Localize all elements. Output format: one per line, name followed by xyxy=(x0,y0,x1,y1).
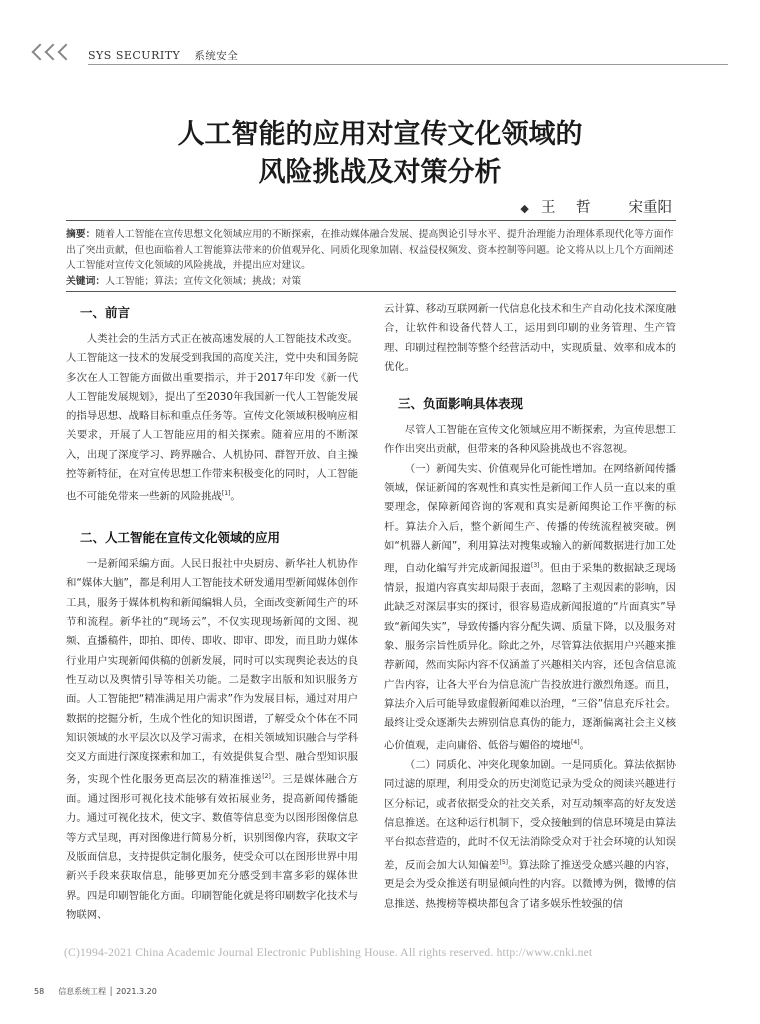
keywords-text: 人工智能；算法；宣传文化领域；挑战；对策 xyxy=(105,275,302,287)
citation: [4] xyxy=(571,739,580,747)
citation: [1] xyxy=(221,490,231,498)
authors xyxy=(520,196,672,217)
keywords-label: 关键词： xyxy=(66,275,106,287)
section-label-cn: 系统安全 xyxy=(194,50,239,62)
paragraph: 人类社会的生活方式正在被高速发展的人工智能技术改变。人工智能这一技术的发展受到我国的高度关注，党中央和国务院多次在人工智能方面做出重要指示，并于2017年印发《新一代人工智能发展规划》，提出了至2030年我国新一代人工智能发展的指导思想、战略目标和重点任务等。宣传文化领域积极响应相关要求，开展了人工智能应用的相关探索。随着应用的不断深入，出现了深度学习、跨界融合、人机协同、群智开放、自主操控等新特征，在对宣传思想工作带来积极变化的同时，人工智能也不可能免带来一些新的风险挑战[1]。 xyxy=(66,333,358,503)
header-rule xyxy=(88,64,728,65)
page-header xyxy=(34,44,724,68)
chevron-decoration-icon xyxy=(34,46,73,58)
section-heading-1: 一、前言 xyxy=(80,305,131,320)
title-line-1: 人工智能的应用对宣传文化领域的 xyxy=(177,119,583,150)
title-line-2: 风险挑战及对策分析 xyxy=(258,157,502,188)
left-column xyxy=(66,300,358,925)
abstract xyxy=(66,220,676,292)
section-heading-2: 二、人工智能在宣传文化领域的应用 xyxy=(80,530,281,546)
paragraph: （一）新闻失实、价值观异化可能性增加。在网络新闻传播领域，保证新闻的客观性和真实性是新闻工作人员一直以来的重要理念，保障新闻咨询的客观和真实是新闻舆论工作平衡的标杆。算法介入后，整个新闻生产、传播的传统流程被突破。例如“机器人新闻”，利用算法对搜集或输入的新闻数据进行加工处理，自动化编写并完成新闻报道[3]。但由于采集的数据缺乏现场情景，报道内容真实却局限于表面，忽略了主观因素的影响，因此缺乏对深层事实的探讨，很容易造成新闻报道的“片面真实”导致“新闻失实”，导致传播内容分配失调、质量下降，以及服务对象、服务宗旨性质异化。除此之外，尽管算法依据用户兴趣来推荐新闻，然而实际内容不仅涵盖了兴趣相关内容，还包含信息流广告内容，让各大平台为信息流广告投放进行激烈角逐。而且，算法介入后可能导致虚假新闻难以治理，“三俗”信息充斥社会。最终让受众逐渐失去辨别信息真伪的能力，逐渐偏离社会主义核心价值观，走向庸俗、低俗与媚俗的境地[4]。 xyxy=(384,462,676,752)
citation: [5] xyxy=(499,858,508,866)
diamond-icon: ◆ xyxy=(520,202,529,215)
citation: [2] xyxy=(262,773,271,781)
watermark: (C)1994-2021 China Academic Journal Electronic Publishing House. All rights reserved. http://www.cnki.net xyxy=(64,946,593,959)
author-2: 宋重阳 xyxy=(628,200,672,216)
author-1: 王 哲 xyxy=(540,200,599,216)
article-title xyxy=(0,116,760,192)
abstract-text: 随着人工智能在宣传思想文化领域应用的不断探索，在推动媒体融合发展、提高舆论引导水平、提升治理能力治理体系现代化等方面作出了突出贡献，但也面临着人工智能算法带来的价值观异化、同质化现象加剧、权益侵权频发、资本控制等问题。论文将从以上几个方面阐述人工智能对宣传文化领域的风险挑战，并提出应对建议。 xyxy=(66,229,674,271)
paragraph: 一是新闻采编方面。人民日报社中央厨房、新华社人机协作和“媒体大脑”，都是利用人工智能技术研发通用型新闻媒体创作工具，服务于媒体机构和新闻编辑人员，全面改变新闻生产的环节和流程。新华社的“现场云”，不仅实现现场新闻的文图、视频、直播稿件，即拍、即传、即收、即审、即发，而且助力媒体行业用户实现新闻供稿的创新发展，同时可以实现舆论表达的良性互动以及舆情引导等相关功能。二是数字出版和知识服务方面。人工智能把“精准满足用户需求”作为发展目标，通过对用户数据的挖掘分析，生成个性化的知识图谱，了解受众个体在不同知识领域的水平层次以及学习需求，在相关领域知识融合与学科交叉方面进行深度探索和加工，有效提供复合型、融合型知识服务，实现个性化服务更高层次的精准推送[2]。三是媒体融合方面。通过图形可视化技术能够有效拓展业务，提高新闻传播能力。通过可视化技术，使文字、数值等信息变为以图形图像信息等方式呈现，再对图像进行简易分析，识别图像内容，获取文字及版面信息，支持提供定制化服务，使受众可以在图形世界中用新兴手段来获取信息，能够更加充分感受到丰富多彩的媒体世界。四是印刷智能化方面。印刷智能化就是将印刷数字化技术与物联网、 xyxy=(66,558,359,921)
abstract-label: 摘要： xyxy=(66,229,96,240)
page-number: 58 xyxy=(34,987,45,996)
journal-info: 信息系统工程 │ 2021.3.20 xyxy=(58,987,157,996)
paragraph: （二）同质化、冲突化现象加剧。一是同质化。算法依据协同过滤的原理，利用受众的历史浏览记录为受众的阅读兴趣进行区分标记，或者依据受众的社交关系，对互动频率高的好友发送信息推送。在这种运行机制下，受众接触到的信息环境是由算法平台拟态营造的，此时不仅无法消除受众对于社会环境的认知误差，反而会加大认知偏差[5]。算法除了推送受众感兴趣的内容，更是会为受众推送有明显倾向性的内容。以微博为例，微博的信息推送、热搜榜等模块都包含了诸多娱乐性较强的信 xyxy=(384,759,676,910)
right-column xyxy=(384,300,676,914)
paragraph: 云计算、移动互联网新一代信息化技术和生产自动化技术深度融合，让软件和设备代替人工，运用到印刷的业务管理、生产管理、印刷过程控制等整个经营活动中，实现质量、效率和成本的优化。 xyxy=(384,303,676,373)
page-footer xyxy=(34,986,157,997)
section-heading-3: 三、负面影响具体表现 xyxy=(398,396,524,412)
section-label-en: SYS SECURITY xyxy=(88,49,181,62)
citation: [3] xyxy=(531,562,540,570)
paragraph: 尽管人工智能在宣传文化领域应用不断探索，为宣传思想工作作出突出贡献，但带来的各种风险挑战也不容忽视。 xyxy=(384,424,676,456)
